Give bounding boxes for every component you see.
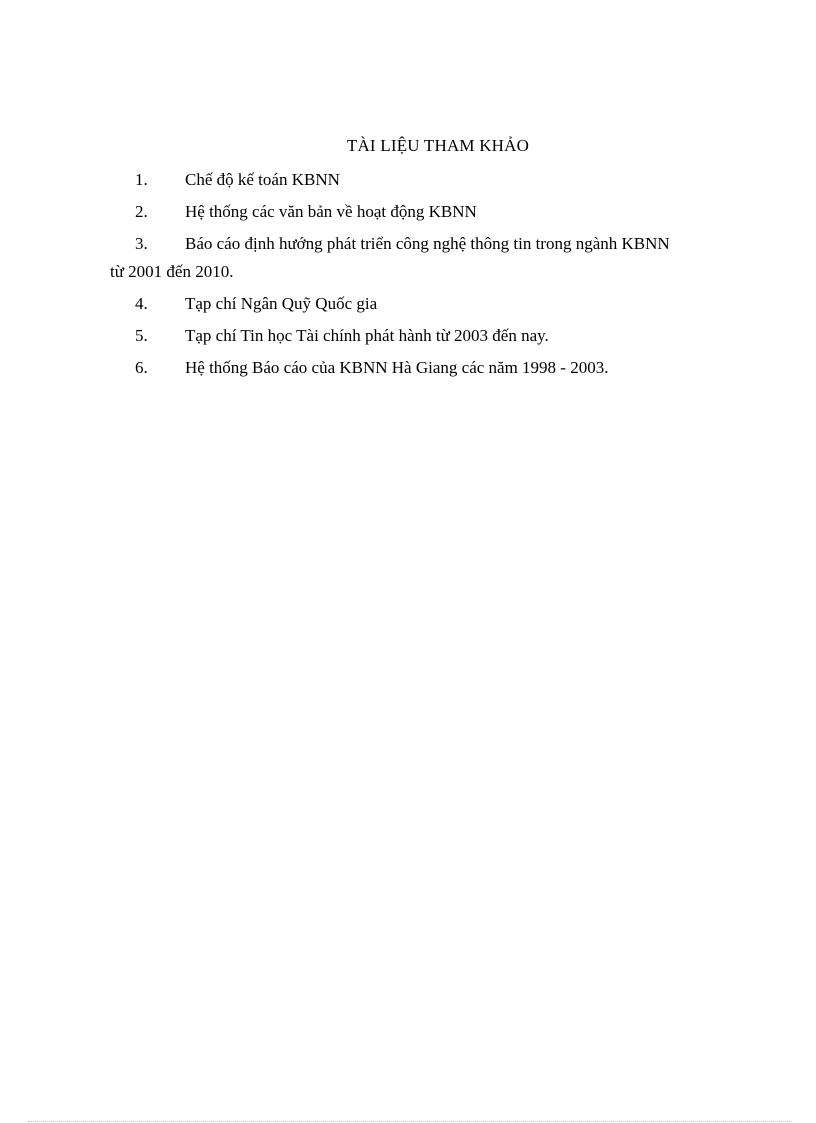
page-title: TÀI LIỆU THAM KHẢO: [346, 136, 530, 155]
reference-number: 2.: [135, 202, 148, 221]
reference-text: Tạp chí Tin học Tài chính phát hành từ 2003 đến nay.: [185, 326, 549, 345]
reference-number: 6.: [135, 358, 148, 377]
reference-text: Báo cáo định hướng phát triển công nghệ thông tin trong ngành KBNN: [185, 234, 670, 253]
reference-number: 3.: [135, 234, 148, 253]
page-bottom-divider: [28, 1121, 792, 1122]
reference-text: Chế độ kế toán KBNN: [185, 170, 340, 189]
reference-number: 5.: [135, 326, 148, 345]
reference-text: Hệ thống các văn bản về hoạt động KBNN: [185, 202, 477, 221]
reference-text: Hệ thống Báo cáo của KBNN Hà Giang các năm 1998 - 2003.: [185, 358, 609, 377]
reference-text: Tạp chí Ngân Quỹ Quốc gia: [185, 294, 378, 313]
reference-number: 4.: [135, 294, 148, 313]
reference-number: 1.: [135, 170, 148, 189]
reference-text-continuation: từ 2001 đến 2010.: [110, 262, 234, 281]
